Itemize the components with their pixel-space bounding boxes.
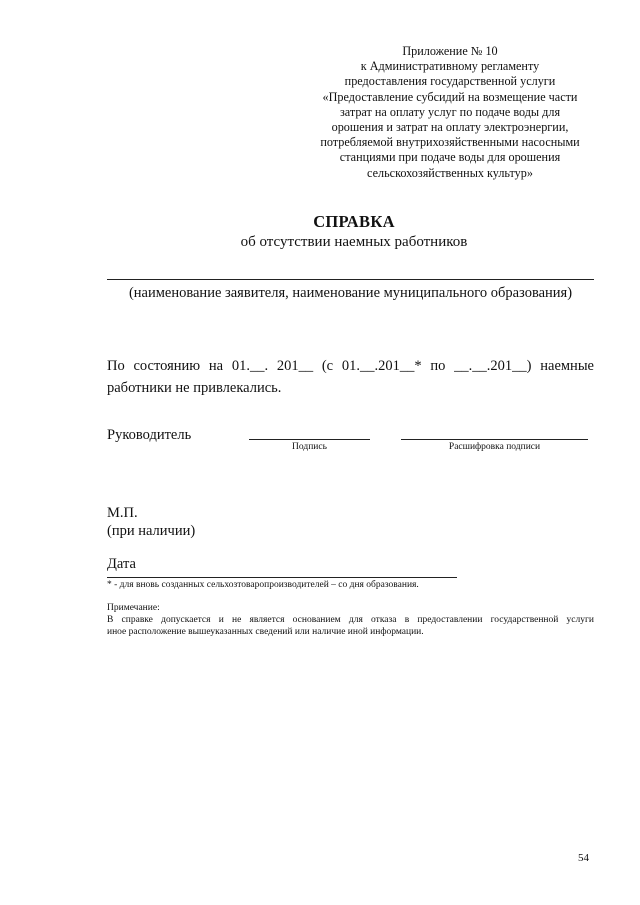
appendix-line: станциями при подаче воды для орошения: [339, 150, 561, 165]
appendix-line: к Административному регламенту: [360, 59, 540, 74]
appendix-line: орошения и затрат на оплату электроэнергии,: [331, 120, 569, 135]
appendix-line: сельскохозяйственных культур»: [367, 165, 533, 180]
footnote-text: * - для вновь созданных сельхозтоваропроизводителей – со дня образования.: [107, 580, 419, 590]
appendix-line: «Предоставление субсидий на возмещение части: [322, 89, 578, 104]
note-body: [107, 614, 594, 638]
signature-decoding-line: [401, 439, 588, 440]
head-label: Руководитель: [107, 427, 192, 443]
signature-caption: Подпись: [292, 442, 327, 452]
statement-paragraph: [107, 355, 594, 399]
note-line: иное расположение вышеуказанных сведений или наличие иной информации.: [107, 627, 424, 637]
signature-line: [249, 439, 370, 440]
note-line: В справке допускается и не является основанием для отказа в предоставлении государственной услуги: [107, 615, 594, 625]
applicant-name-caption: (наименование заявителя, наименование муниципального образования): [128, 285, 573, 301]
page-number: 54: [578, 852, 589, 864]
applicant-name-line: [107, 279, 594, 280]
stamp-label: М.П.: [107, 505, 138, 521]
appendix-line: затрат на оплату услуг по подаче воды для: [339, 104, 561, 119]
date-label: Дата: [107, 556, 136, 572]
appendix-line: Приложение № 10: [402, 44, 498, 58]
appendix-line: потребляемой внутрихозяйственными насосными: [320, 135, 580, 150]
stamp-note: (при наличии): [107, 523, 196, 539]
footnote-rule: [107, 577, 457, 578]
appendix-header: [300, 44, 600, 181]
note-title: Примечание:: [107, 603, 160, 613]
document-subtitle: об отсутствии наемных работников: [240, 234, 468, 250]
document-title: СПРАВКА: [313, 212, 395, 231]
signature-decoding-caption: Расшифровка подписи: [448, 442, 541, 452]
statement-line: работники не привлекались.: [107, 380, 282, 396]
appendix-line: предоставления государственной услуги: [344, 74, 556, 89]
statement-line: По состоянию на 01.__. 201__ (с 01.__.201__* по __.__.201__) наемные: [107, 358, 594, 374]
